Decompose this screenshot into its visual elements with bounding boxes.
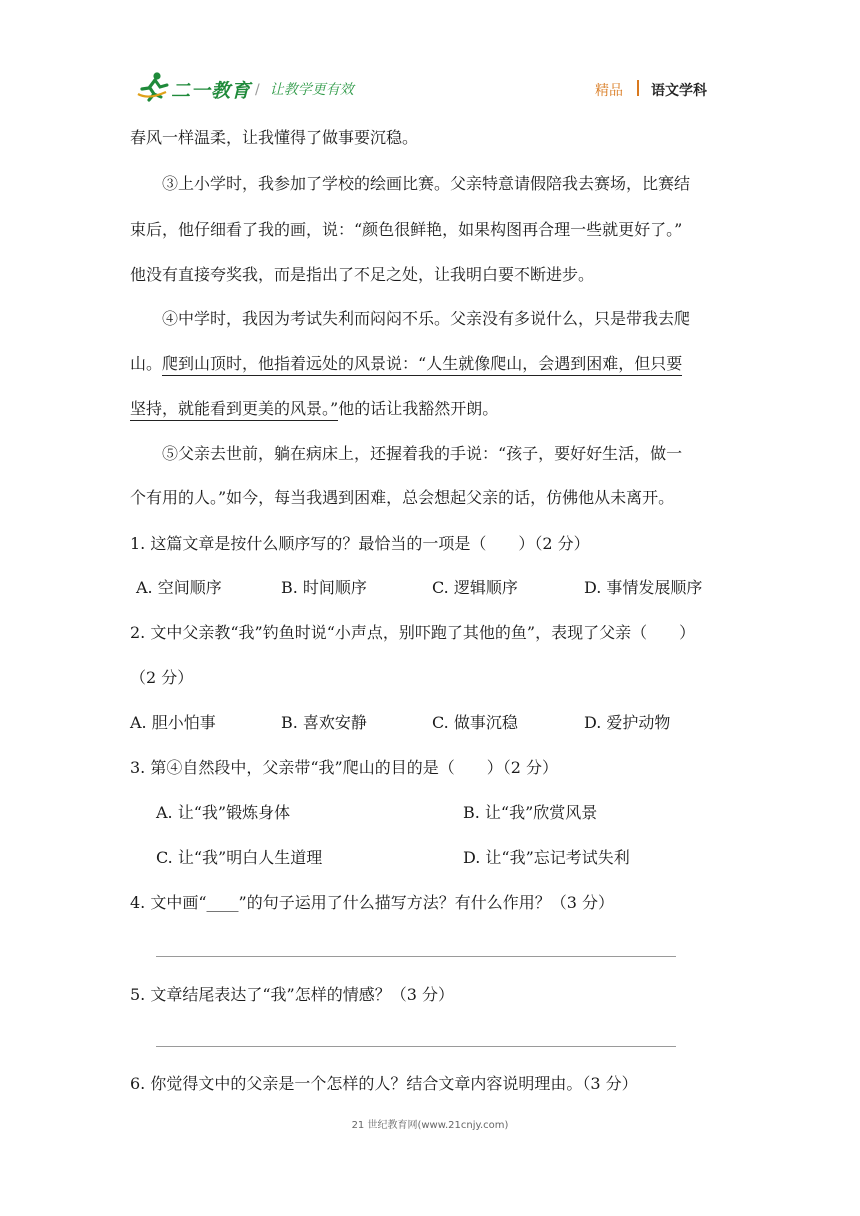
question-4: 4. 文中画“____”的句子运用了什么描写方法？有什么作用？（3 分） xyxy=(130,893,614,912)
question-2: 2. 文中父亲教“我”钓鱼时说“小声点，别吓跑了其他的鱼”，表现了父亲（ ） xyxy=(130,623,696,642)
brand-logo-text: 二一教育 xyxy=(171,80,252,102)
page-footer: 21 世纪教育网(www.21cnjy.com) xyxy=(351,1120,509,1131)
answer-line-q5[interactable] xyxy=(156,1046,676,1047)
q1-option-c[interactable]: C. 逻辑顺序 xyxy=(432,578,518,597)
q3-option-b[interactable]: B. 让“我”欣赏风景 xyxy=(463,803,598,822)
q1-option-d[interactable]: D. 事情发展顺序 xyxy=(584,578,703,597)
question-1: 1. 这篇文章是按什么顺序写的？最恰当的一项是（ ）（2 分） xyxy=(130,534,590,553)
q1-option-b[interactable]: B. 时间顺序 xyxy=(281,578,367,597)
header-divider xyxy=(637,80,639,96)
passage-line: 他没有直接夸奖我，而是指出了不足之处，让我明白要不断进步。 xyxy=(130,265,595,284)
quality-badge: 精品 xyxy=(595,83,623,99)
subject-label: 语文学科 xyxy=(651,83,707,99)
underlined-sentence: 坚持，就能看到更美的风景。” xyxy=(130,399,338,421)
question-6: 6. 你觉得文中的父亲是一个怎样的人？结合文章内容说明理由。（3 分） xyxy=(130,1074,638,1093)
passage-text: 山。 xyxy=(130,354,163,373)
passage-line: ③上小学时，我参加了学校的绘画比赛。父亲特意请假陪我去赛场，比赛结 xyxy=(162,174,691,193)
question-2-points: （2 分） xyxy=(130,668,194,687)
slogan-text: 让教学更有效 xyxy=(269,82,354,98)
q3-option-d[interactable]: D. 让“我”忘记考试失利 xyxy=(463,848,630,867)
q2-option-d[interactable]: D. 爱护动物 xyxy=(584,713,671,732)
answer-line-q4[interactable] xyxy=(156,956,676,957)
question-5: 5. 文章结尾表达了“我”怎样的情感？（3 分） xyxy=(130,985,454,1004)
q3-option-a[interactable]: A. 让“我”锻炼身体 xyxy=(156,803,291,822)
passage-line: 春风一样温柔，让我懂得了做事要沉稳。 xyxy=(130,128,419,147)
question-3: 3. 第④自然段中，父亲带“我”爬山的目的是（ ）（2 分） xyxy=(130,758,558,777)
passage-line xyxy=(130,398,498,420)
underlined-sentence: 爬到山顶时，他指着远处的风景说：“人生就像爬山，会遇到困难，但只要 xyxy=(162,354,682,376)
q1-option-a[interactable]: A. 空间顺序 xyxy=(136,578,222,597)
q2-option-a[interactable]: A. 胆小怕事 xyxy=(130,713,216,732)
passage-line: 个有用的人。”如今，每当我遇到困难，总会想起父亲的话，仿佛他从未离开。 xyxy=(130,488,675,507)
passage-line: ④中学时，我因为考试失利而闷闷不乐。父亲没有多说什么，只是带我去爬 xyxy=(162,309,691,328)
passage-line: ⑤父亲去世前，躺在病床上，还握着我的手说：“孩子，要好好生活，做一 xyxy=(162,444,683,463)
brand-slogan xyxy=(255,79,354,99)
passage-text: 他的话让我豁然开朗。 xyxy=(338,399,499,418)
passage-line: 束后，他仔细看了我的画，说：“颜色很鲜艳，如果构图再合理一些就更好了。” xyxy=(130,220,683,239)
page-header xyxy=(0,0,860,120)
q3-option-c[interactable]: C. 让“我”明白人生道理 xyxy=(156,848,323,867)
runner-logo-icon xyxy=(136,70,170,102)
q2-option-c[interactable]: C. 做事沉稳 xyxy=(432,713,518,732)
passage-line xyxy=(130,353,682,375)
slogan-separator: / xyxy=(255,82,260,98)
q2-option-b[interactable]: B. 喜欢安静 xyxy=(281,713,367,732)
